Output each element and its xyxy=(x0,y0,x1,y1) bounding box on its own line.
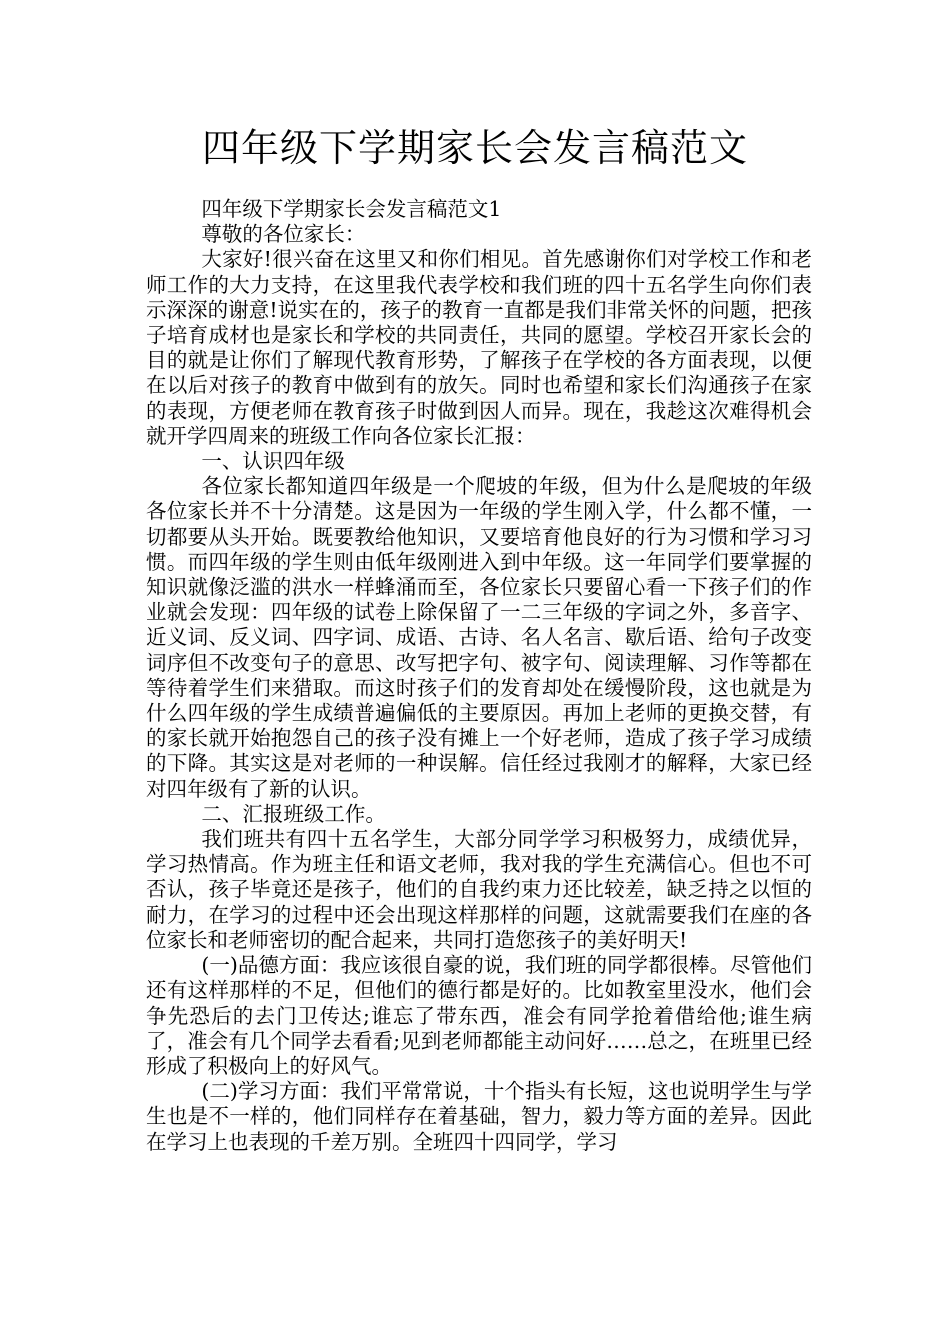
paragraph-greeting: 大家好!很兴奋在这里又和你们相见。首先感谢你们对学校工作和老师工作的大力支持，在这里我代表学校和我们班的四十五名学生向你们表示深深的谢意!说实在的，孩子的教育一直都是我们非常关怀的问题，把孩子培育成材也是家长和学校的共同责任，共同的愿望。学校召开家长会的目的就是让你们了解现代教育形势，了解孩子在学校的各方面表现，以便在以后对孩子的教育中做到有的放矢。同时也希望和家长们沟通孩子在家的表现，方便老师在教育孩子时做到因人而异。现在，我趁这次难得机会就开学四周来的班级工作向各位家长汇报： xyxy=(146,247,812,448)
document-title: 四年级下学期家长会发言稿范文 xyxy=(201,126,748,170)
salutation: 尊敬的各位家长： xyxy=(201,222,366,247)
subtitle-line: 四年级下学期家长会发言稿范文1 xyxy=(201,197,502,221)
paragraph-morality: (一)品德方面：我应该很自豪的说，我们班的同学都很棒。尽管他们还有这样那样的不足，但他们的德行都是好的。比如教室里没水，他们会争先恐后的去门卫传达;谁忘了带东西，准会有同学抢着借给他;谁生病了，准会有几个同学去看看;见到老师都能主动问好……总之，在班里已经形成了积极向上的好风气。 xyxy=(146,953,812,1078)
section-heading-1: 一、认识四年级 xyxy=(201,449,345,474)
paragraph-study: (二)学习方面：我们平常常说，十个指头有长短，这也说明学生与学生也是不一样的，他们同样存在着基础，智力，毅力等方面的差异。因此在学习上也表现的千差万别。全班四十四同学，学习 xyxy=(146,1079,812,1154)
paragraph-grade-four: 各位家长都知道四年级是一个爬坡的年级，但为什么是爬坡的年级各位家长并不十分清楚。这是因为一年级的学生刚入学，什么都不懂，一切都要从头开始。既要教给他知识，又要培育他良好的行为习惯和学习习惯。而四年级的学生则由低年级刚进入到中年级。这一年同学们要掌握的知识就像泛滥的洪水一样蜂涌而至，各位家长只要留心看一下孩子们的作业就会发现：四年级的试卷上除保留了一二三年级的字词之外，多音字、近义词、反义词、四字词、成语、古诗、名人名言、歇后语、给句子改变词序但不改变句子的意思、改写把字句、被字句、阅读理解、习作等都在等待着学生们来猎取。而这时孩子们的发育却处在缓慢阶段，这也就是为什么四年级的学生成绩普遍偏低的主要原因。再加上老师的更换交替，有的家长就开始抱怨自己的孩子没有摊上一个好老师，造成了孩子学习成绩的下降。其实这是对老师的一种误解。信任经过我刚才的解释，大家已经对四年级有了新的认识。 xyxy=(146,474,812,801)
paragraph-class-report: 我们班共有四十五名学生，大部分同学学习积极努力，成绩优异，学习热情高。作为班主任和语文老师，我对我的学生充满信心。但也不可否认，孩子毕竟还是孩子，他们的自我约束力还比较差，缺乏持之以恒的耐力，在学习的过程中还会出现这样那样的问题，这就需要我们在座的各位家长和老师密切的配合起来，共同打造您孩子的美好明天! xyxy=(146,827,812,952)
document-body xyxy=(146,197,812,1155)
section-heading-2: 二、汇报班级工作。 xyxy=(201,801,386,826)
